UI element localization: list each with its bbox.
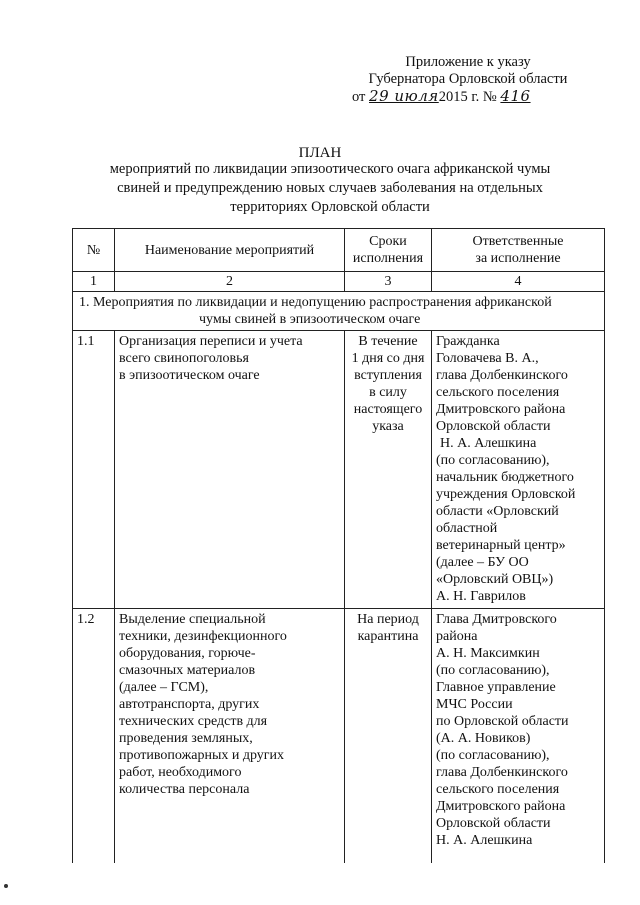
row-term: В течение 1 дня со дня вступления в силу настоящего указа: [345, 331, 432, 609]
column-numbers-row: [73, 272, 605, 292]
row-term: На период карантина: [345, 609, 432, 864]
decree-date-line: [338, 88, 598, 106]
row-responsible: Гражданка Головачева В. А., глава Долбенкинского сельского поселения Дмитровского района Орловской области Н. А. Алешкина (по согласованию), начальник бюджетного учреждения Орловской области «Орловский областной ветеринарный центр» (далее – БУ ОО «Орловский ОВЦ») А. Н. Гаврилов: [432, 331, 605, 609]
col-number: 4: [432, 272, 605, 292]
col-number: 3: [345, 272, 432, 292]
header-name: Наименование мероприятий: [115, 229, 345, 272]
subtitle-line-3: территориях Орловской области: [230, 199, 430, 215]
row-responsible: Глава Дмитровского района А. Н. Максимкин (по согласованию), Главное управление МЧС России по Орловской области (А. А. Новиков) (по согласованию), глава Долбенкинского сельского поселения Дмитровского района Орловской области Н. А. Алешкина: [432, 609, 605, 864]
scan-dot: [4, 884, 8, 888]
handwritten-date: 29 июля: [369, 87, 439, 105]
table-row: [73, 331, 605, 609]
measures-table: [72, 228, 605, 863]
table-header-row: [73, 229, 605, 272]
plan-subtitle: [80, 160, 580, 217]
appendix-header: [338, 54, 598, 106]
section-row: [73, 292, 605, 331]
appendix-line-2: Губернатора Орловской области: [368, 71, 568, 87]
col-number: 1: [73, 272, 115, 292]
row-name: Организация переписи и учета всего свинопоголовья в эпизоотическом очаге: [115, 331, 345, 609]
header-term: Сроки исполнения: [345, 229, 432, 272]
handwritten-number: 416: [500, 87, 531, 105]
appendix-line-1: Приложение к указу: [405, 54, 531, 70]
header-responsible: Ответственные за исполнение: [432, 229, 605, 272]
subtitle-line-1: мероприятий по ликвидации эпизоотического очага африканской чумы: [109, 161, 551, 177]
subtitle-line-2: свиней и предупреждению новых случаев заболевания на отдельных: [117, 180, 543, 196]
section-title: 1. Мероприятия по ликвидации и недопущению распространения африканской чумы свиней в эпизоотическом очаге: [73, 292, 605, 331]
header-num: №: [73, 229, 115, 272]
plan-heading: ПЛАН: [298, 145, 342, 161]
col-number: 2: [115, 272, 345, 292]
table-row: [73, 609, 605, 864]
date-year: 2015 г. №: [438, 89, 497, 105]
row-num: 1.2: [73, 609, 115, 864]
row-name: Выделение специальной техники, дезинфекционного оборудования, горюче- смазочных материалов (далее – ГСМ), автотранспорта, других технических средств для проведения земляных, противопожарных и других работ, необходимого количества персонала: [115, 609, 345, 864]
row-num: 1.1: [73, 331, 115, 609]
date-prefix: от: [352, 89, 366, 105]
